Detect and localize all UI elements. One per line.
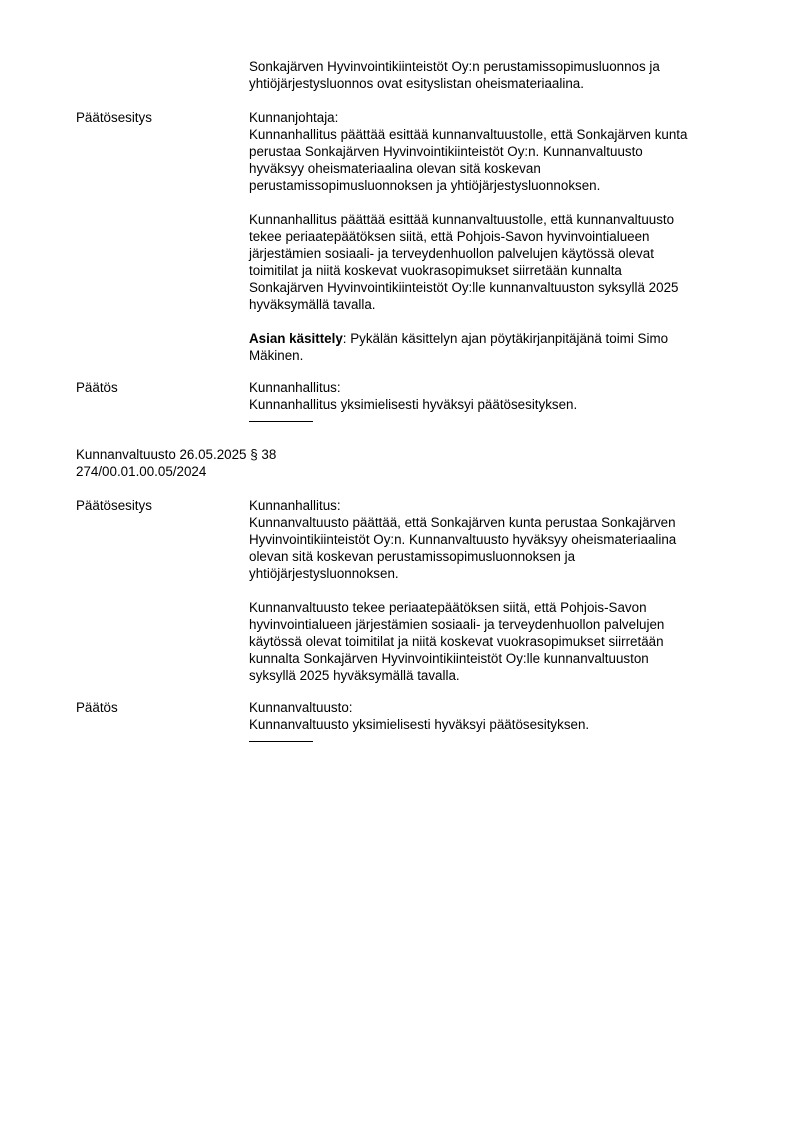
decision-text: Kunnanhallitus yksimielisesti hyväksyi päätösesityksen. [249, 397, 578, 412]
paragraph-line: Kunnanhallitus päättää esittää kunnanvaltuustolle, että kunnanvaltuusto [249, 212, 675, 227]
speaker: Kunnanjohtaja: [249, 110, 339, 125]
case-number: 274/00.01.00.05/2024 [76, 464, 207, 479]
paragraph-line: hyvinvointialueen järjestämien sosiaali- ja terveydenhuollon palvelujen [249, 617, 665, 632]
handling-text: : Pykälän käsittelyn ajan pöytäkirjanpitäjänä toimi Simo [342, 331, 669, 346]
paragraph-line: käytössä olevat toimitilat ja niitä koskevat vuokrasopimukset siirretään [249, 634, 664, 649]
paragraph-line: Kunnanhallitus päättää esittää kunnanvaltuustolle, että Sonkajärven kunta [249, 127, 688, 142]
paragraph-line: kunnalta Sonkajärven Hyvinvointikiinteistöt Oy:lle kunnanvaltuuston [249, 651, 649, 666]
paragraph-line: Sonkajärven Hyvinvointikiinteistöt Oy:lle kunnanvaltuuston syksyllä 2025 [249, 280, 679, 295]
paragraph-line: hyväksymällä tavalla. [249, 297, 376, 312]
paragraph-line: Kunnanvaltuusto päättää, että Sonkajärven kunta perustaa Sonkajärven [249, 515, 676, 530]
paragraph-line: olevan sitä koskevan perustamissopimusluonnoksen ja [249, 549, 576, 564]
separator-line [249, 421, 313, 422]
decision-content [249, 379, 749, 422]
handling-note [249, 330, 749, 347]
intro-line: Sonkajärven Hyvinvointikiinteistöt Oy:n perustamissopimusluonnos ja [249, 59, 660, 74]
decision-label: Päätös [76, 380, 118, 395]
paragraph-line: hyväksyy oheismateriaalina olevan sitä koskevan [249, 161, 541, 176]
paragraph-line: järjestämien sosiaali- ja terveydenhuollon palvelujen käytössä olevat [249, 246, 654, 261]
paragraph-line: Hyvinvointikiinteistöt Oy:n. Kunnanvaltuusto hyväksyy oheismateriaalina [249, 532, 677, 547]
handling-label: Asian käsittely [249, 331, 343, 346]
speaker: Kunnanvaltuusto: [249, 700, 353, 715]
speaker: Kunnanhallitus: [249, 380, 341, 395]
meeting-title: Kunnanvaltuusto 26.05.2025 § 38 [76, 447, 277, 462]
meeting-reference [76, 446, 276, 480]
intro-line: yhtiöjärjestysluonnos ovat esityslistan oheismateriaalina. [249, 76, 584, 91]
paragraph-line: tekee periaatepäätöksen siitä, että Pohjois-Savon hyvinvointialueen [249, 229, 650, 244]
proposal-content [249, 497, 749, 684]
paragraph-line: syksyllä 2025 hyväksymällä tavalla. [249, 668, 460, 683]
proposal-label: Päätösesitys [76, 498, 152, 513]
paragraph-line: yhtiöjärjestysluonnoksen. [249, 566, 399, 581]
paragraph-line: perustaa Sonkajärven Hyvinvointikiinteistöt Oy:n. Kunnanvaltuusto [249, 144, 643, 159]
decision-content [249, 699, 749, 742]
speaker: Kunnanhallitus: [249, 498, 341, 513]
intro-paragraph [249, 58, 749, 92]
paragraph-line: toimitilat ja niitä koskevat vuokrasopimukset siirretään kunnalta [249, 263, 622, 278]
paragraph-line: Kunnanvaltuusto tekee periaatepäätöksen siitä, että Pohjois-Savon [249, 600, 647, 615]
separator-line [249, 741, 313, 742]
decision-label: Päätös [76, 700, 118, 715]
paragraph-line: perustamissopimusluonnoksen ja yhtiöjärjestysluonnoksen. [249, 178, 601, 193]
decision-text: Kunnanvaltuusto yksimielisesti hyväksyi päätösesityksen. [249, 717, 590, 732]
proposal-label: Päätösesitys [76, 110, 152, 125]
proposal-content [249, 109, 749, 364]
handling-text-cont: Mäkinen. [249, 348, 304, 363]
